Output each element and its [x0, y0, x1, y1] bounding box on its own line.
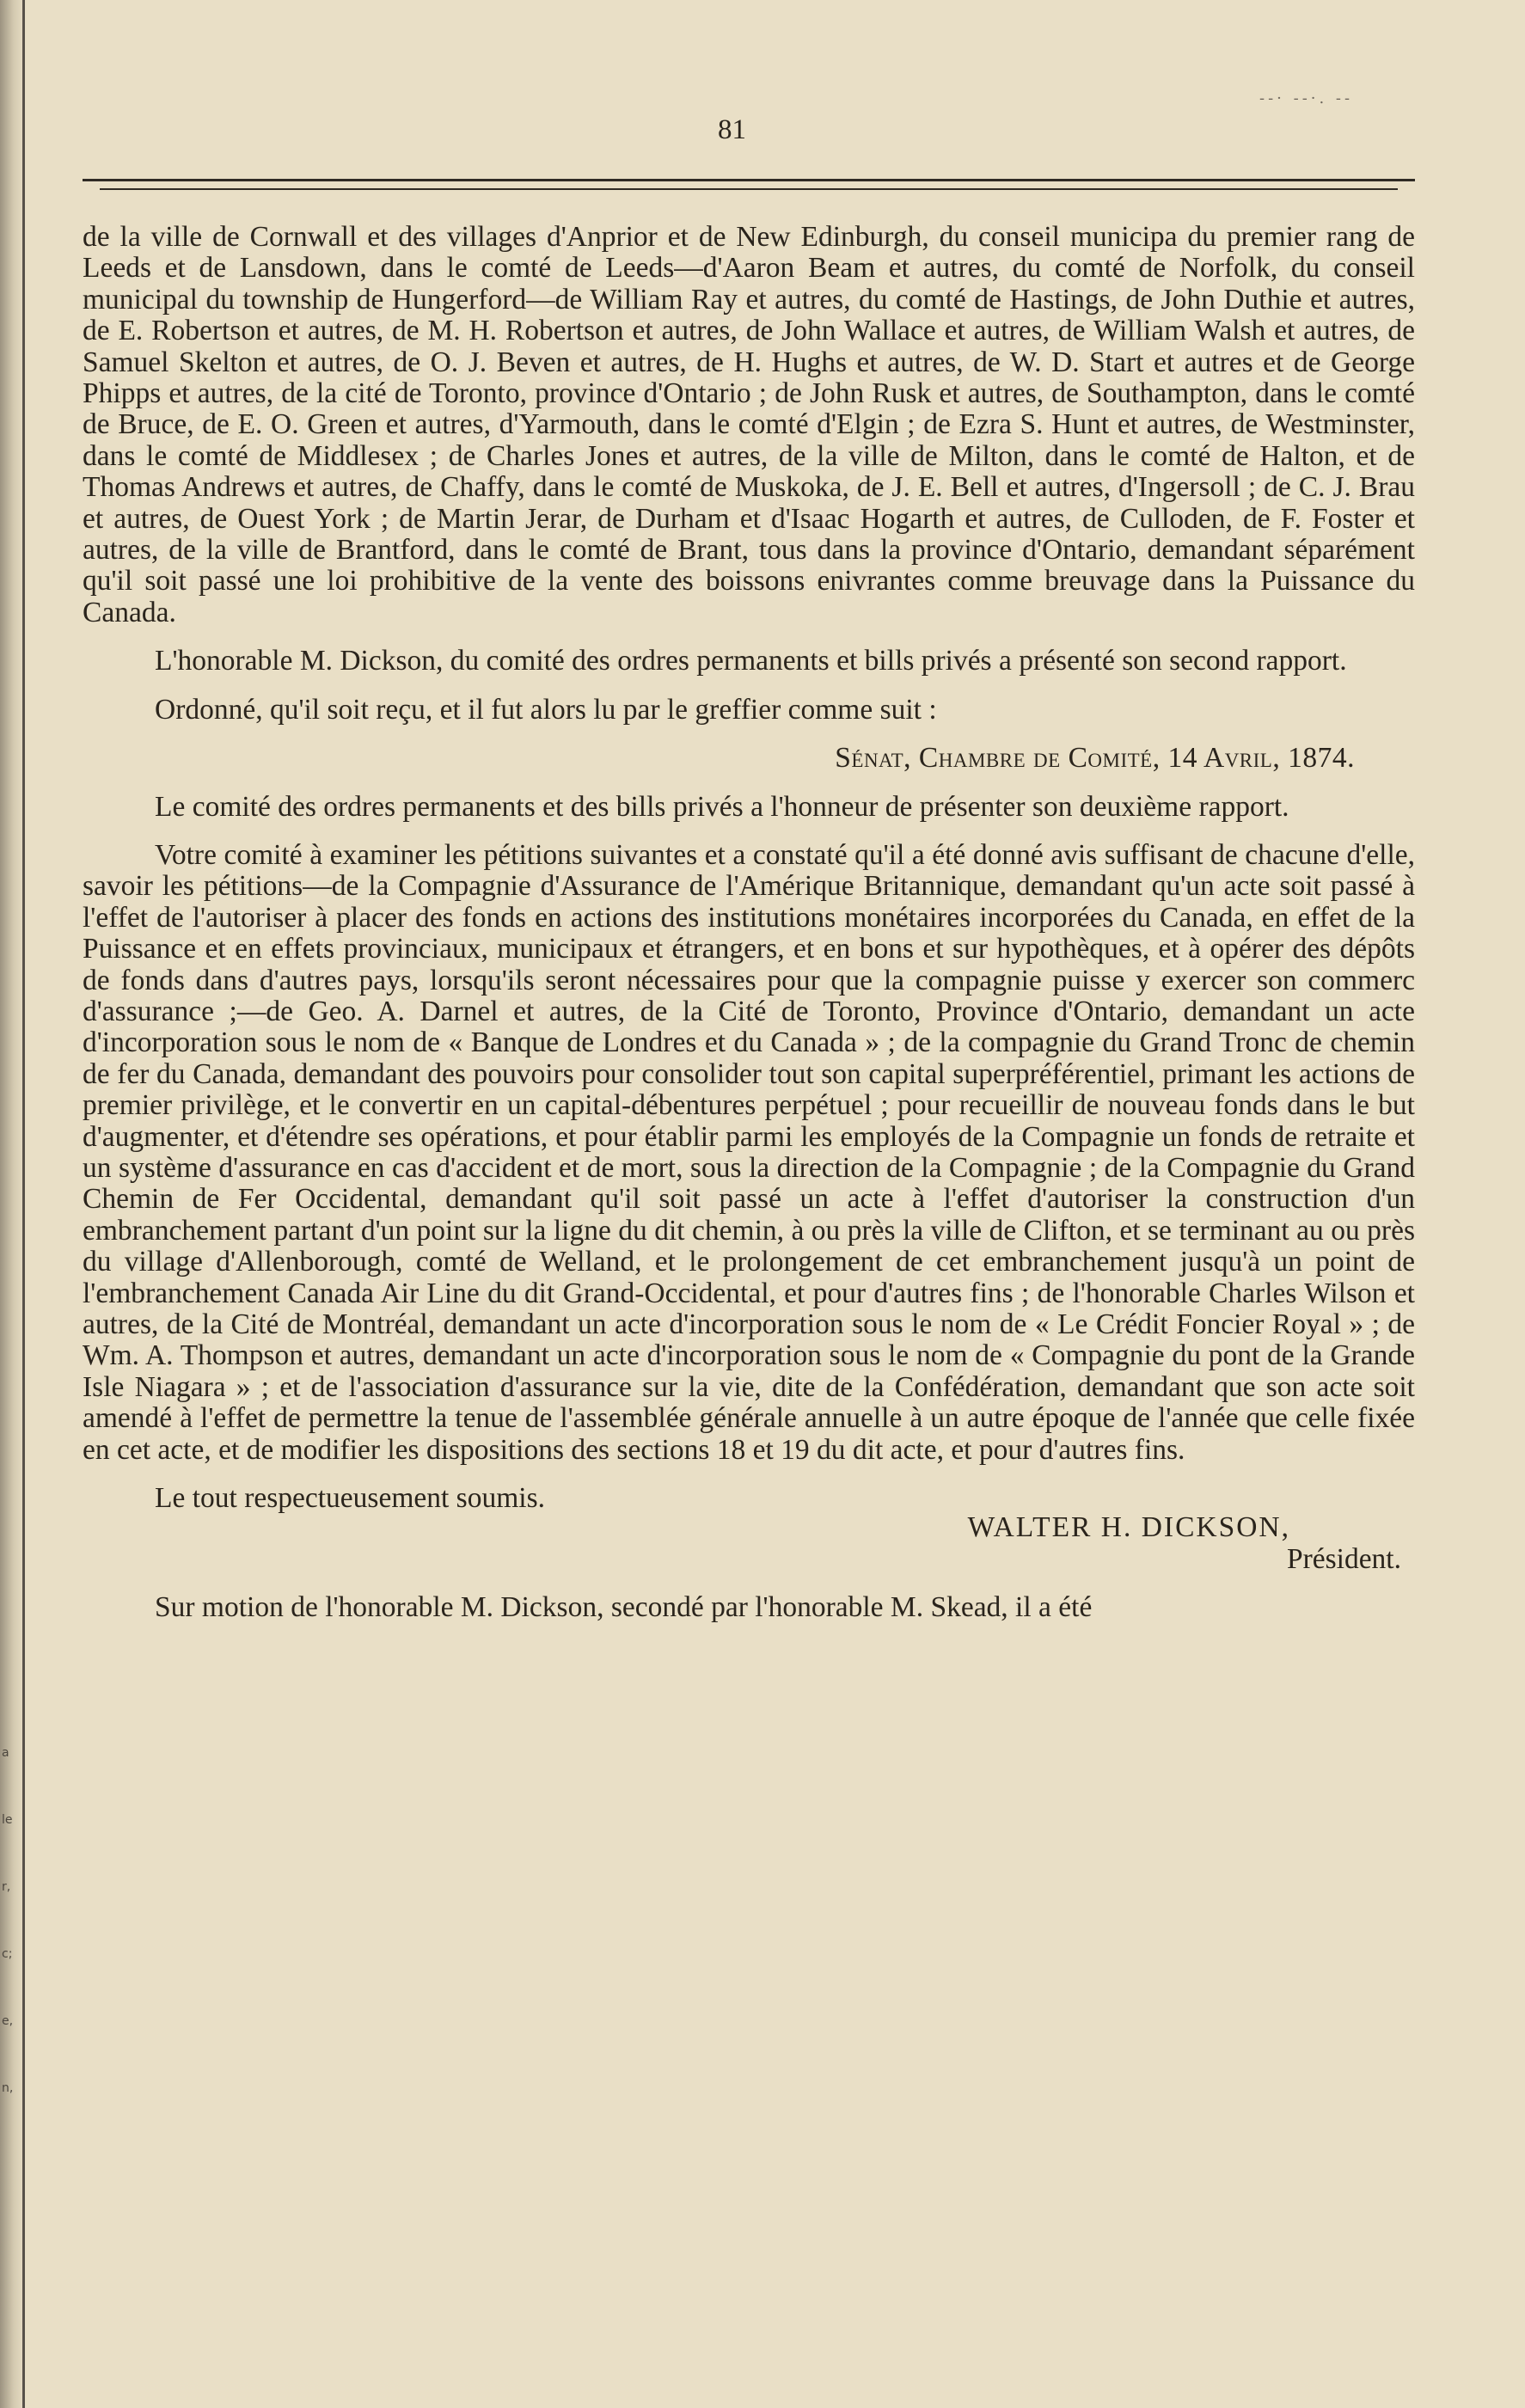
- paragraph-ordered: Ordonné, qu'il soit reçu, et il fut alors lu par le greffier comme suit :: [155, 693, 937, 726]
- paragraph-submitted: Le tout respectueusement soumis.: [155, 1482, 546, 1515]
- gutter-mark: n,: [2, 2081, 14, 2095]
- gutter-mark: c;: [2, 1947, 13, 1961]
- gutter-mark: r,: [2, 1880, 11, 1894]
- binding-edge-line: [22, 0, 25, 2408]
- report-dateline: Sénat, Chambre de Comité, 14 Avril, 1874.: [835, 742, 1355, 775]
- corner-mark: ‐‐· ‐‐·. ‐‐: [1259, 89, 1354, 107]
- paragraph-committee-honour: Le comité des ordres permanents et des bills privés a l'honneur de présenter son deuxième rapport.: [155, 790, 1289, 823]
- paragraph-committee-report: Votre comité à examiner les pétitions suivantes et a constaté qu'il a été donné avis suffisant de chacune d'elle, savoir les pétitions—de la Compagnie d'Assurance de l'Amérique Britannique, demandant qu'un acte soit passé à l'effet de l'autoriser à placer des fonds en actions des institutions monétaires incorporées du Canada, en effet de la Puissance et en effets provinciaux, municipaux et étrangers, et en bons et sur hypothèques, et à opérer des dépôts de fonds dans d'autres pays, lorsqu'ils seront nécessaires pour que la compagnie puisse y exercer son commerc d'assurance ;—de Geo. A. Darnel et autres, de la Cité de Toronto, Province d'Ontario, demandant un acte d'incorporation sous le nom de « Banque de Londres et du Canada » ; de la compagnie du Grand Tronc de chemin de fer du Canada, demandant des pouvoirs pour consolider tout son capital superpréférentiel, primant les actions de premier privilège, et le convertir en un capital-débentures perpétuel ; pour recueillir de nouveau fonds dans le but d'augmenter, et d'étendre ses opérations, et pour établir parmi les employés de la Compagnie un fonds de retraite et un système d'assurance en cas d'accident et de mort, sous la direction de la Compagnie ; de la Compagnie du Grand Chemin de Fer Occidental, demandant qu'il soit passé un acte à l'effet d'autoriser la construction d'un embranchement partant d'un point sur la ligne du dit chemin, à ou près la ville de Clifton, et se terminant au ou près du village d'Allenborough, comté de Welland, et le prolongement de cet embranchement jusqu'à un point de l'embranchement Canada Air Line du dit Grand-Occidental, et pour d'autres fins ; de l'honorable Charles Wilson et autres, de la Cité de Montréal, demandant un acte d'incorporation sous le nom de « Le Crédit Foncier Royal » ; de Wm. A. Thompson et autres, demandant un acte d'incorporation sous le nom de « Compagnie du pont de la Grande Isle Niagara » ; et de l'association d'assurance sur la vie, dite de la Confédération, demandant que son acte soit amendé à l'effet de permettre la tenue de l'assemblée générale annuelle à un autre époque de l'année que celle fixée en cet acte, et de modifier les dispositions des sections 18 et 19 du dit acte, et pour d'autres fins.: [83, 838, 1415, 1466]
- signature-name: WALTER H. DICKSON,: [967, 1511, 1290, 1544]
- gutter-mark: le: [2, 1813, 13, 1827]
- header-rule-thin: [100, 188, 1398, 190]
- page-number: 81: [718, 114, 746, 145]
- gutter-marks: [2, 1719, 21, 2122]
- paragraph-report-presented: L'honorable M. Dickson, du comité des ordres permanents et bills privés a présenté son second rapport.: [155, 645, 1347, 677]
- gutter-mark: a: [2, 1746, 9, 1760]
- body-text: [83, 222, 1415, 1624]
- signature-title: Président.: [1286, 1542, 1401, 1575]
- paragraph-motion: Sur motion de l'honorable M. Dickson, secondé par l'honorable M. Skead, il a été: [155, 1591, 1093, 1624]
- paragraph-petitions: de la ville de Cornwall et des villages d'Anprior et de New Edinburgh, du conseil municipa du premier rang de Leeds et de Lansdown, dans le comté de Leeds—d'Aaron Beam et autres, du comté de Norfolk, du conseil municipal du township de Hungerford—de William Ray et autres, du comté de Hastings, de John Duthie et autres, de E. Robertson et autres, de M. H. Robertson et autres, de John Wallace et autres, de William Walsh et autres, de Samuel Skelton et autres, de O. J. Beven et autres, de H. Hughs et autres, de W. D. Start et autres et de George Phipps et autres, de la cité de Toronto, province d'Ontario ; de John Rusk et autres, de Southampton, dans le comté de Bruce, de E. O. Green et autres, d'Yarmouth, dans le comté d'Elgin ; de Ezra S. Hunt et autres, de Westminster, dans le comté de Middlesex ; de Charles Jones et autres, de la ville de Milton, dans le comté de Halton, et de Thomas Andrews et autres, de Chaffy, dans le comté de Muskoka, de J. E. Bell et autres, d'Ingersoll ; de C. J. Brau et autres, de Ouest York ; de Martin Jerar, de Durham et d'Isaac Hogarth et autres, de Culloden, de F. Foster et autres, de la ville de Brantford, dans le comté de Brant, tous dans la province d'Ontario, demandant séparément qu'il soit passé une loi prohibitive de la vente des boissons enivrantes comme breuvage dans la Puissance du Canada.: [83, 221, 1415, 628]
- header-rule-thick: [83, 179, 1415, 181]
- gutter-mark: e,: [2, 2014, 14, 2028]
